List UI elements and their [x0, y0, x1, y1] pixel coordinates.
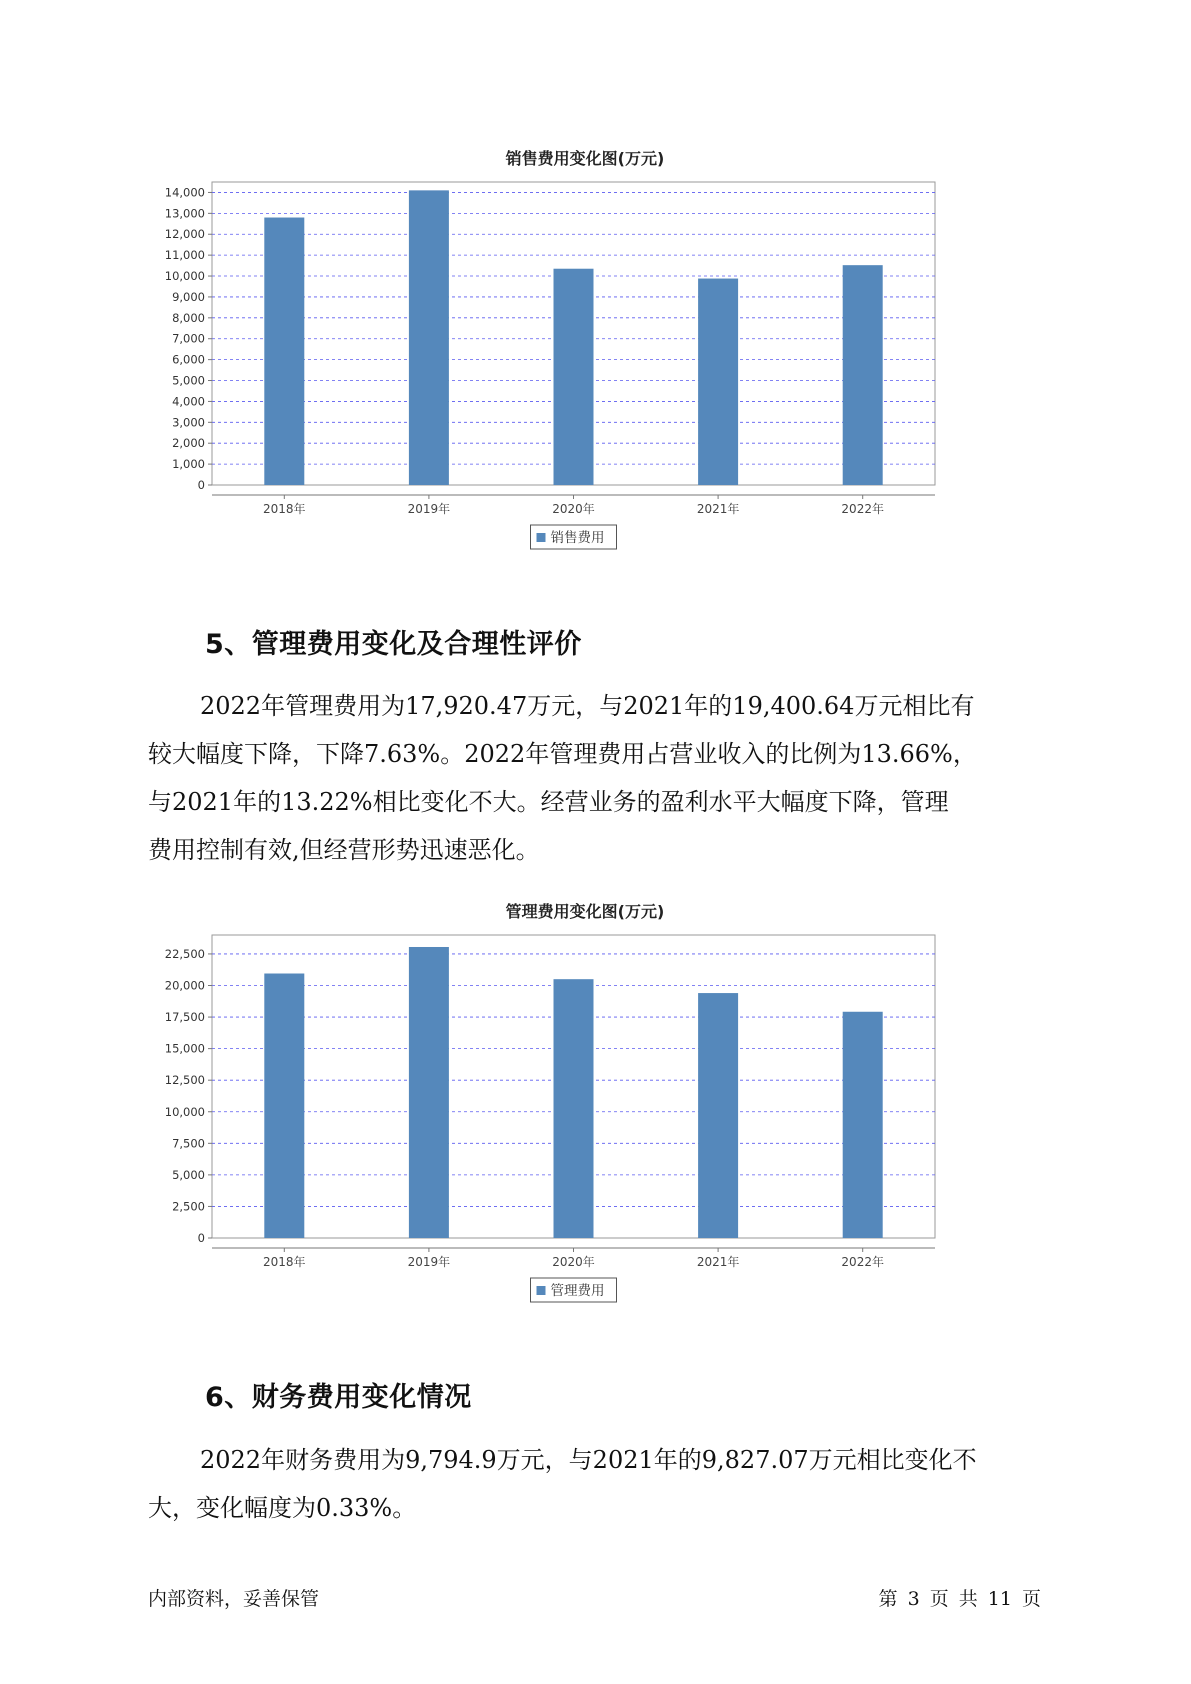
legend-swatch — [537, 1286, 546, 1295]
y-tick-label: 15,000 — [164, 1041, 205, 1056]
bar — [698, 993, 738, 1238]
footer-page-number: 第 3 页 共 11 页 — [878, 1588, 1041, 1610]
y-tick-label: 12,000 — [164, 227, 205, 242]
y-tick-label: 4,000 — [172, 394, 205, 409]
bar — [843, 265, 883, 485]
bar — [409, 190, 449, 485]
y-tick-label: 5,000 — [172, 373, 205, 388]
chart-title: 销售费用变化图(万元) — [505, 149, 665, 168]
x-tick-label: 2022年 — [841, 1255, 884, 1269]
paragraph-line: 与2021年的13.22%相比变化不大。经营业务的盈利水平大幅度下降，管理 — [148, 788, 949, 816]
section-5-paragraph — [148, 682, 1048, 874]
section-5-heading: 5、管理费用变化及合理性评价 — [205, 629, 582, 660]
bar — [698, 279, 738, 485]
x-tick-label: 2018年 — [263, 502, 306, 516]
y-tick-label: 11,000 — [164, 248, 205, 263]
y-tick-label: 20,000 — [164, 978, 205, 993]
legend-swatch — [537, 533, 546, 542]
x-tick-label: 2021年 — [696, 502, 740, 516]
y-tick-label: 12,500 — [164, 1073, 205, 1088]
x-tick-label: 2020年 — [552, 502, 595, 516]
y-tick-label: 7,500 — [172, 1136, 205, 1151]
chart-title: 管理费用变化图(万元) — [505, 902, 665, 921]
y-tick-label: 17,500 — [164, 1010, 205, 1025]
y-tick-label: 6,000 — [172, 352, 205, 367]
y-tick-label: 8,000 — [172, 310, 205, 325]
x-tick-label: 2019年 — [407, 1255, 451, 1269]
y-tick-label: 7,000 — [172, 331, 205, 346]
footer-confidential: 内部资料，妥善保管 — [148, 1588, 320, 1610]
x-tick-label: 2018年 — [263, 1255, 306, 1269]
legend-label: 管理费用 — [550, 1283, 605, 1299]
section-6-paragraph — [148, 1436, 1048, 1532]
y-tick-label: 2,000 — [172, 436, 205, 451]
y-tick-label: 5,000 — [172, 1167, 205, 1182]
y-tick-label: 0 — [197, 1231, 205, 1245]
bar — [554, 269, 594, 485]
paragraph-line: 大，变化幅度为0.33%。 — [148, 1494, 417, 1522]
chart-svg — [150, 140, 1020, 600]
bar — [409, 947, 449, 1238]
paragraph-line — [148, 1436, 1048, 1484]
y-tick-label: 13,000 — [164, 206, 205, 221]
paragraph-line: 较大幅度下降，下降7.63%。2022年管理费用占营业收入的比例为13.66%， — [148, 740, 977, 768]
y-tick-label: 0 — [197, 478, 205, 492]
x-tick-label: 2022年 — [841, 502, 884, 516]
paragraph-line: 费用控制有效,但经营形势迅速恶化。 — [148, 836, 540, 864]
y-tick-label: 14,000 — [164, 185, 205, 200]
y-tick-label: 3,000 — [172, 415, 205, 430]
y-tick-label: 9,000 — [172, 289, 205, 304]
x-tick-label: 2020年 — [552, 1255, 595, 1269]
paragraph-line-text: 2022年管理费用为17,920.47万元，与2021年的19,400.64万元相比有 — [200, 692, 975, 720]
paragraph-line — [148, 682, 1048, 730]
legend-label: 销售费用 — [550, 530, 605, 546]
y-tick-label: 10,000 — [164, 1104, 205, 1119]
bar — [264, 218, 304, 485]
y-tick-label: 2,500 — [172, 1199, 205, 1214]
chart-svg — [150, 893, 1020, 1353]
paragraph-line-text: 2022年财务费用为9,794.9万元，与2021年的9,827.07万元相比变化不 — [200, 1446, 977, 1474]
bar — [264, 974, 304, 1238]
x-tick-label: 2021年 — [696, 1255, 740, 1269]
y-tick-label: 10,000 — [164, 269, 205, 284]
bar — [554, 979, 594, 1238]
bar — [843, 1012, 883, 1238]
section-6-heading: 6、财务费用变化情况 — [205, 1382, 472, 1413]
y-tick-label: 1,000 — [172, 457, 205, 472]
y-tick-label: 22,500 — [164, 946, 205, 961]
x-tick-label: 2019年 — [407, 502, 451, 516]
